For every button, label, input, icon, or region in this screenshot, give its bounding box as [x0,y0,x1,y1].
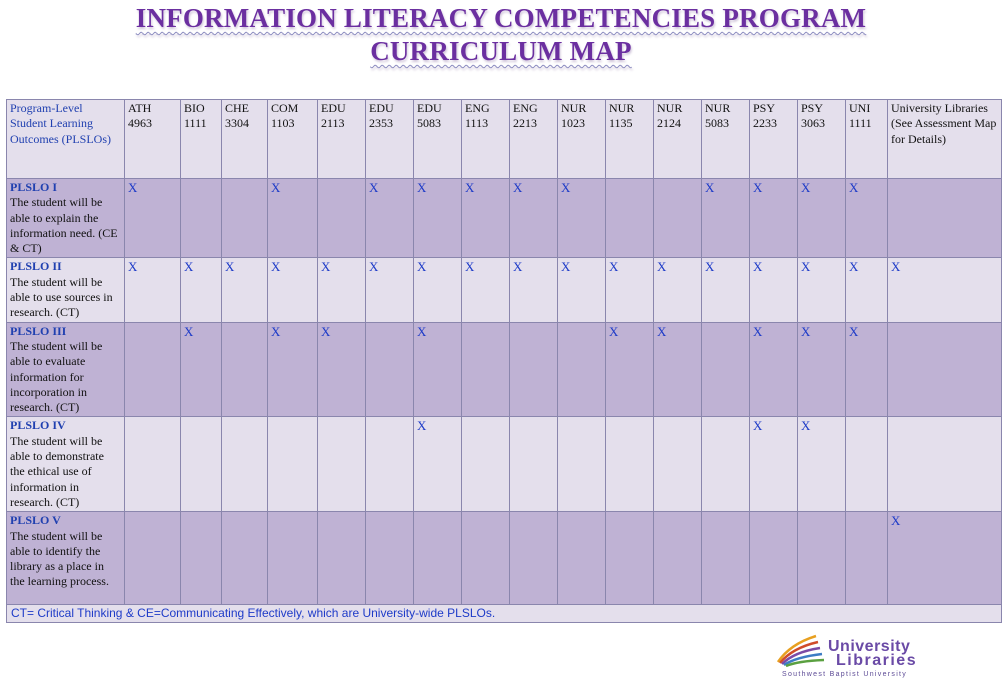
course-dept: ENG [465,101,490,115]
empty-cell [606,417,654,512]
outcome-cell [7,258,125,322]
course-column-header [181,100,222,179]
empty-cell [125,322,181,417]
empty-cell [366,417,414,512]
course-column-header [558,100,606,179]
mapped-mark-cell: X [268,179,318,258]
course-number: 5083 [417,116,441,131]
mapped-mark-cell: X [414,179,462,258]
course-dept: ENG [513,101,538,115]
mapped-mark-cell: X [558,258,606,322]
mapped-mark-cell: X [222,258,268,322]
mapped-mark-cell: X [414,258,462,322]
mapped-mark-cell: X [510,258,558,322]
mapped-mark-cell: X [462,258,510,322]
mapped-mark-cell: X [846,179,888,258]
logo-text-school: Southwest Baptist University [782,671,908,678]
outcome-description: The student will be able to explain the information need. (CE & CT) [10,195,118,256]
mapped-mark-cell: X [888,512,1002,605]
empty-cell [654,179,702,258]
mapped-mark-cell: X [798,258,846,322]
course-number: 1135 [609,116,633,131]
table-row [7,322,1002,417]
course-number: 1111 [849,116,872,131]
table-row [7,512,1002,605]
course-dept: PSY [753,101,776,115]
course-number: 1103 [271,116,295,131]
mapped-mark-cell: X [462,179,510,258]
logo-text-libraries: Libraries [836,652,918,669]
outcome-description: The student will be able to evaluate information for incorporation in research. (CT) [10,338,103,415]
mapped-mark-cell: X [558,179,606,258]
course-dept: ATH [128,101,152,115]
course-column-header [510,100,558,179]
course-column-header [366,100,414,179]
table-header-row [7,100,1002,179]
mapped-mark-cell: X [181,322,222,417]
course-column-header [268,100,318,179]
empty-cell [702,512,750,605]
course-column-header [318,100,366,179]
empty-cell [181,417,222,512]
empty-cell [702,322,750,417]
page-title-line-1: INFORMATION LITERACY COMPETENCIES PROGRAM [135,3,867,33]
course-number: 2124 [657,116,681,131]
university-libraries-logo [776,632,936,680]
empty-cell [414,512,462,605]
mapped-mark-cell: X [750,322,798,417]
mapped-mark-cell: X [702,179,750,258]
empty-cell [654,417,702,512]
empty-cell [702,417,750,512]
libraries-column-header: University Libraries (See Assessment Map for Details) [888,100,1002,179]
course-dept: COM [271,101,299,115]
logo-text-university: University [828,638,911,655]
page-title-line-2: CURRICULUM MAP [370,36,632,66]
course-dept: BIO [184,101,205,115]
empty-cell [366,512,414,605]
mapped-mark-cell: X [750,258,798,322]
course-dept: NUR [657,101,683,115]
course-dept: PSY [801,101,824,115]
mapped-mark-cell: X [606,258,654,322]
mapped-mark-cell: X [125,258,181,322]
course-number: 3304 [225,116,249,131]
empty-cell [846,417,888,512]
mapped-mark-cell: X [798,417,846,512]
outcome-description: The student will be able to identify the library as a place in the learning process. [10,528,109,589]
empty-cell [606,179,654,258]
outcome-cell [7,179,125,258]
course-column-header [750,100,798,179]
course-dept: EDU [321,101,346,115]
course-column-header [414,100,462,179]
mapped-mark-cell: X [888,258,1002,322]
mapped-mark-cell: X [318,322,366,417]
outcome-cell [7,417,125,512]
footnote: CT= Critical Thinking & CE=Communicating Effectively, which are University-wide PLSLOs. [7,605,1002,623]
empty-cell [181,512,222,605]
empty-cell [654,512,702,605]
outcome-code: PLSLO III [10,323,67,338]
course-dept: NUR [561,101,587,115]
course-column-header [606,100,654,179]
course-dept: EDU [369,101,394,115]
course-column-header [702,100,750,179]
empty-cell [558,512,606,605]
empty-cell [222,512,268,605]
empty-cell [558,322,606,417]
curriculum-map-table [6,99,1002,623]
outcome-code: PLSLO I [10,180,58,194]
empty-cell [462,417,510,512]
open-book-pages-icon [776,632,836,672]
mapped-mark-cell: X [414,417,462,512]
mapped-mark-cell: X [268,322,318,417]
empty-cell [606,512,654,605]
outcomes-column-header: Program-Level Student Learning Outcomes (PLSLOs) [7,100,125,179]
mapped-mark-cell: X [654,322,702,417]
outcome-cell [7,512,125,605]
course-column-header [222,100,268,179]
course-column-header [125,100,181,179]
empty-cell [318,179,366,258]
outcome-code: PLSLO IV [10,418,66,433]
course-dept: NUR [609,101,635,115]
empty-cell [181,179,222,258]
course-number: 1111 [184,116,207,131]
mapped-mark-cell: X [181,258,222,322]
mapped-mark-cell: X [366,179,414,258]
table-row [7,179,1002,258]
empty-cell [510,512,558,605]
table-body [7,179,1002,623]
outcome-code: PLSLO II [10,259,62,274]
empty-cell [222,417,268,512]
course-number: 5083 [705,116,729,131]
empty-cell [268,512,318,605]
empty-cell [510,417,558,512]
course-column-header [846,100,888,179]
mapped-mark-cell: X [510,179,558,258]
empty-cell [462,322,510,417]
course-number: 3063 [801,116,825,131]
table-row [7,417,1002,512]
mapped-mark-cell: X [798,322,846,417]
empty-cell [462,512,510,605]
mapped-mark-cell: X [318,258,366,322]
empty-cell [222,322,268,417]
mapped-mark-cell: X [750,179,798,258]
course-number: 2233 [753,116,777,131]
course-dept: EDU [417,101,442,115]
empty-cell [558,417,606,512]
mapped-mark-cell: X [846,322,888,417]
course-number: 2113 [321,116,345,131]
mapped-mark-cell: X [414,322,462,417]
table-row [7,258,1002,322]
course-dept: NUR [705,101,731,115]
course-number: 2213 [513,116,537,131]
empty-cell [888,179,1002,258]
empty-cell [888,417,1002,512]
empty-cell [125,512,181,605]
mapped-mark-cell: X [654,258,702,322]
empty-cell [125,417,181,512]
empty-cell [268,417,318,512]
outcome-description: The student will be able to demonstrate the ethical use of information in research. (CT) [10,433,104,509]
mapped-mark-cell: X [750,417,798,512]
empty-cell [846,512,888,605]
mapped-mark-cell: X [846,258,888,322]
empty-cell [888,322,1002,417]
mapped-mark-cell: X [366,258,414,322]
empty-cell [366,322,414,417]
empty-cell [798,512,846,605]
course-dept: UNI [849,101,871,115]
outcome-description: The student will be able to use sources in research. (CT) [10,274,113,320]
footnote-row [7,605,1002,623]
course-column-header [462,100,510,179]
course-dept: CHE [225,101,249,115]
empty-cell [318,417,366,512]
course-number: 4963 [128,116,152,131]
mapped-mark-cell: X [606,322,654,417]
outcome-code: PLSLO V [10,513,61,528]
outcome-cell [7,322,125,417]
empty-cell [510,322,558,417]
mapped-mark-cell: X [268,258,318,322]
course-number: 2353 [369,116,393,131]
empty-cell [750,512,798,605]
course-column-header [654,100,702,179]
mapped-mark-cell: X [798,179,846,258]
mapped-mark-cell: X [702,258,750,322]
course-number: 1113 [465,116,489,131]
empty-cell [318,512,366,605]
course-number: 1023 [561,116,585,131]
course-column-header [798,100,846,179]
empty-cell [222,179,268,258]
mapped-mark-cell: X [125,179,181,258]
